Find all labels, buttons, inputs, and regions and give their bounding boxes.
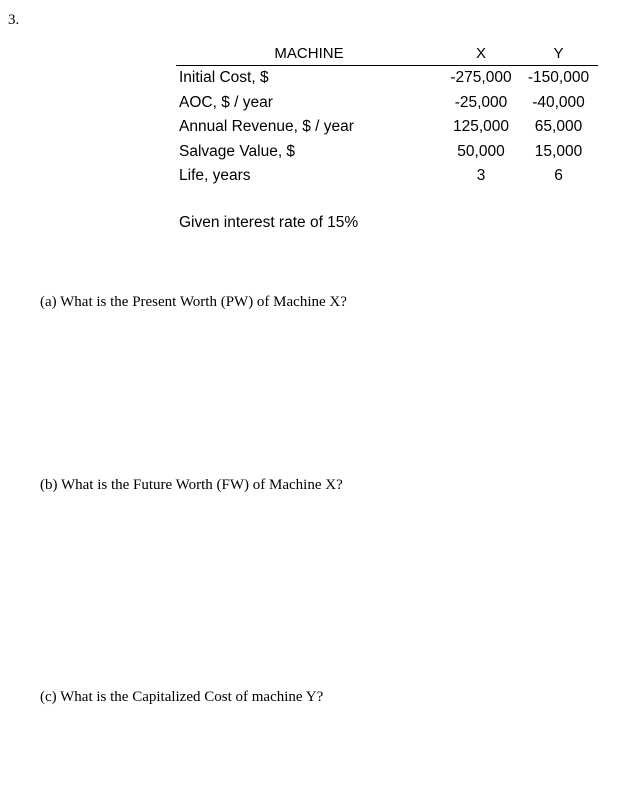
cell-y: 65,000 [534, 118, 583, 135]
header-machine-y: Y [553, 45, 564, 62]
table-row-initial-cost [176, 66, 598, 91]
row-label: Salvage Value, $ [179, 142, 296, 160]
table-header-row [176, 44, 598, 66]
cell-x: 3 [476, 167, 486, 184]
cell-y: 15,000 [534, 142, 583, 160]
cell-y: 6 [554, 167, 563, 184]
machine-data-table [176, 44, 598, 189]
row-label: AOC, $ / year [179, 93, 273, 111]
interest-rate-note: Given interest rate of 15% [179, 214, 359, 231]
cell-x: 125,000 [452, 118, 510, 135]
header-machine: MACHINE [274, 45, 344, 62]
cell-y: -150,000 [527, 69, 590, 86]
question-a: (a) What is the Present Worth (PW) of Machine X? [40, 294, 347, 310]
cell-x: 50,000 [457, 142, 505, 160]
question-c: (c) What is the Capitalized Cost of machine Y? [40, 689, 324, 705]
header-machine-x: X [475, 45, 486, 62]
table-row-salvage-value [176, 140, 598, 165]
problem-number: 3. [8, 12, 20, 28]
row-label: Initial Cost, $ [179, 69, 269, 86]
table-row-life [176, 164, 598, 189]
question-b: (b) What is the Future Worth (FW) of Machine X? [40, 477, 343, 493]
table-row-annual-revenue [176, 115, 598, 140]
row-label: Annual Revenue, $ / year [179, 118, 354, 135]
row-label: Life, years [179, 167, 251, 184]
table-row-aoc [176, 91, 598, 116]
cell-y: -40,000 [532, 93, 585, 111]
cell-x: -275,000 [450, 69, 512, 86]
cell-x: -25,000 [454, 93, 508, 111]
